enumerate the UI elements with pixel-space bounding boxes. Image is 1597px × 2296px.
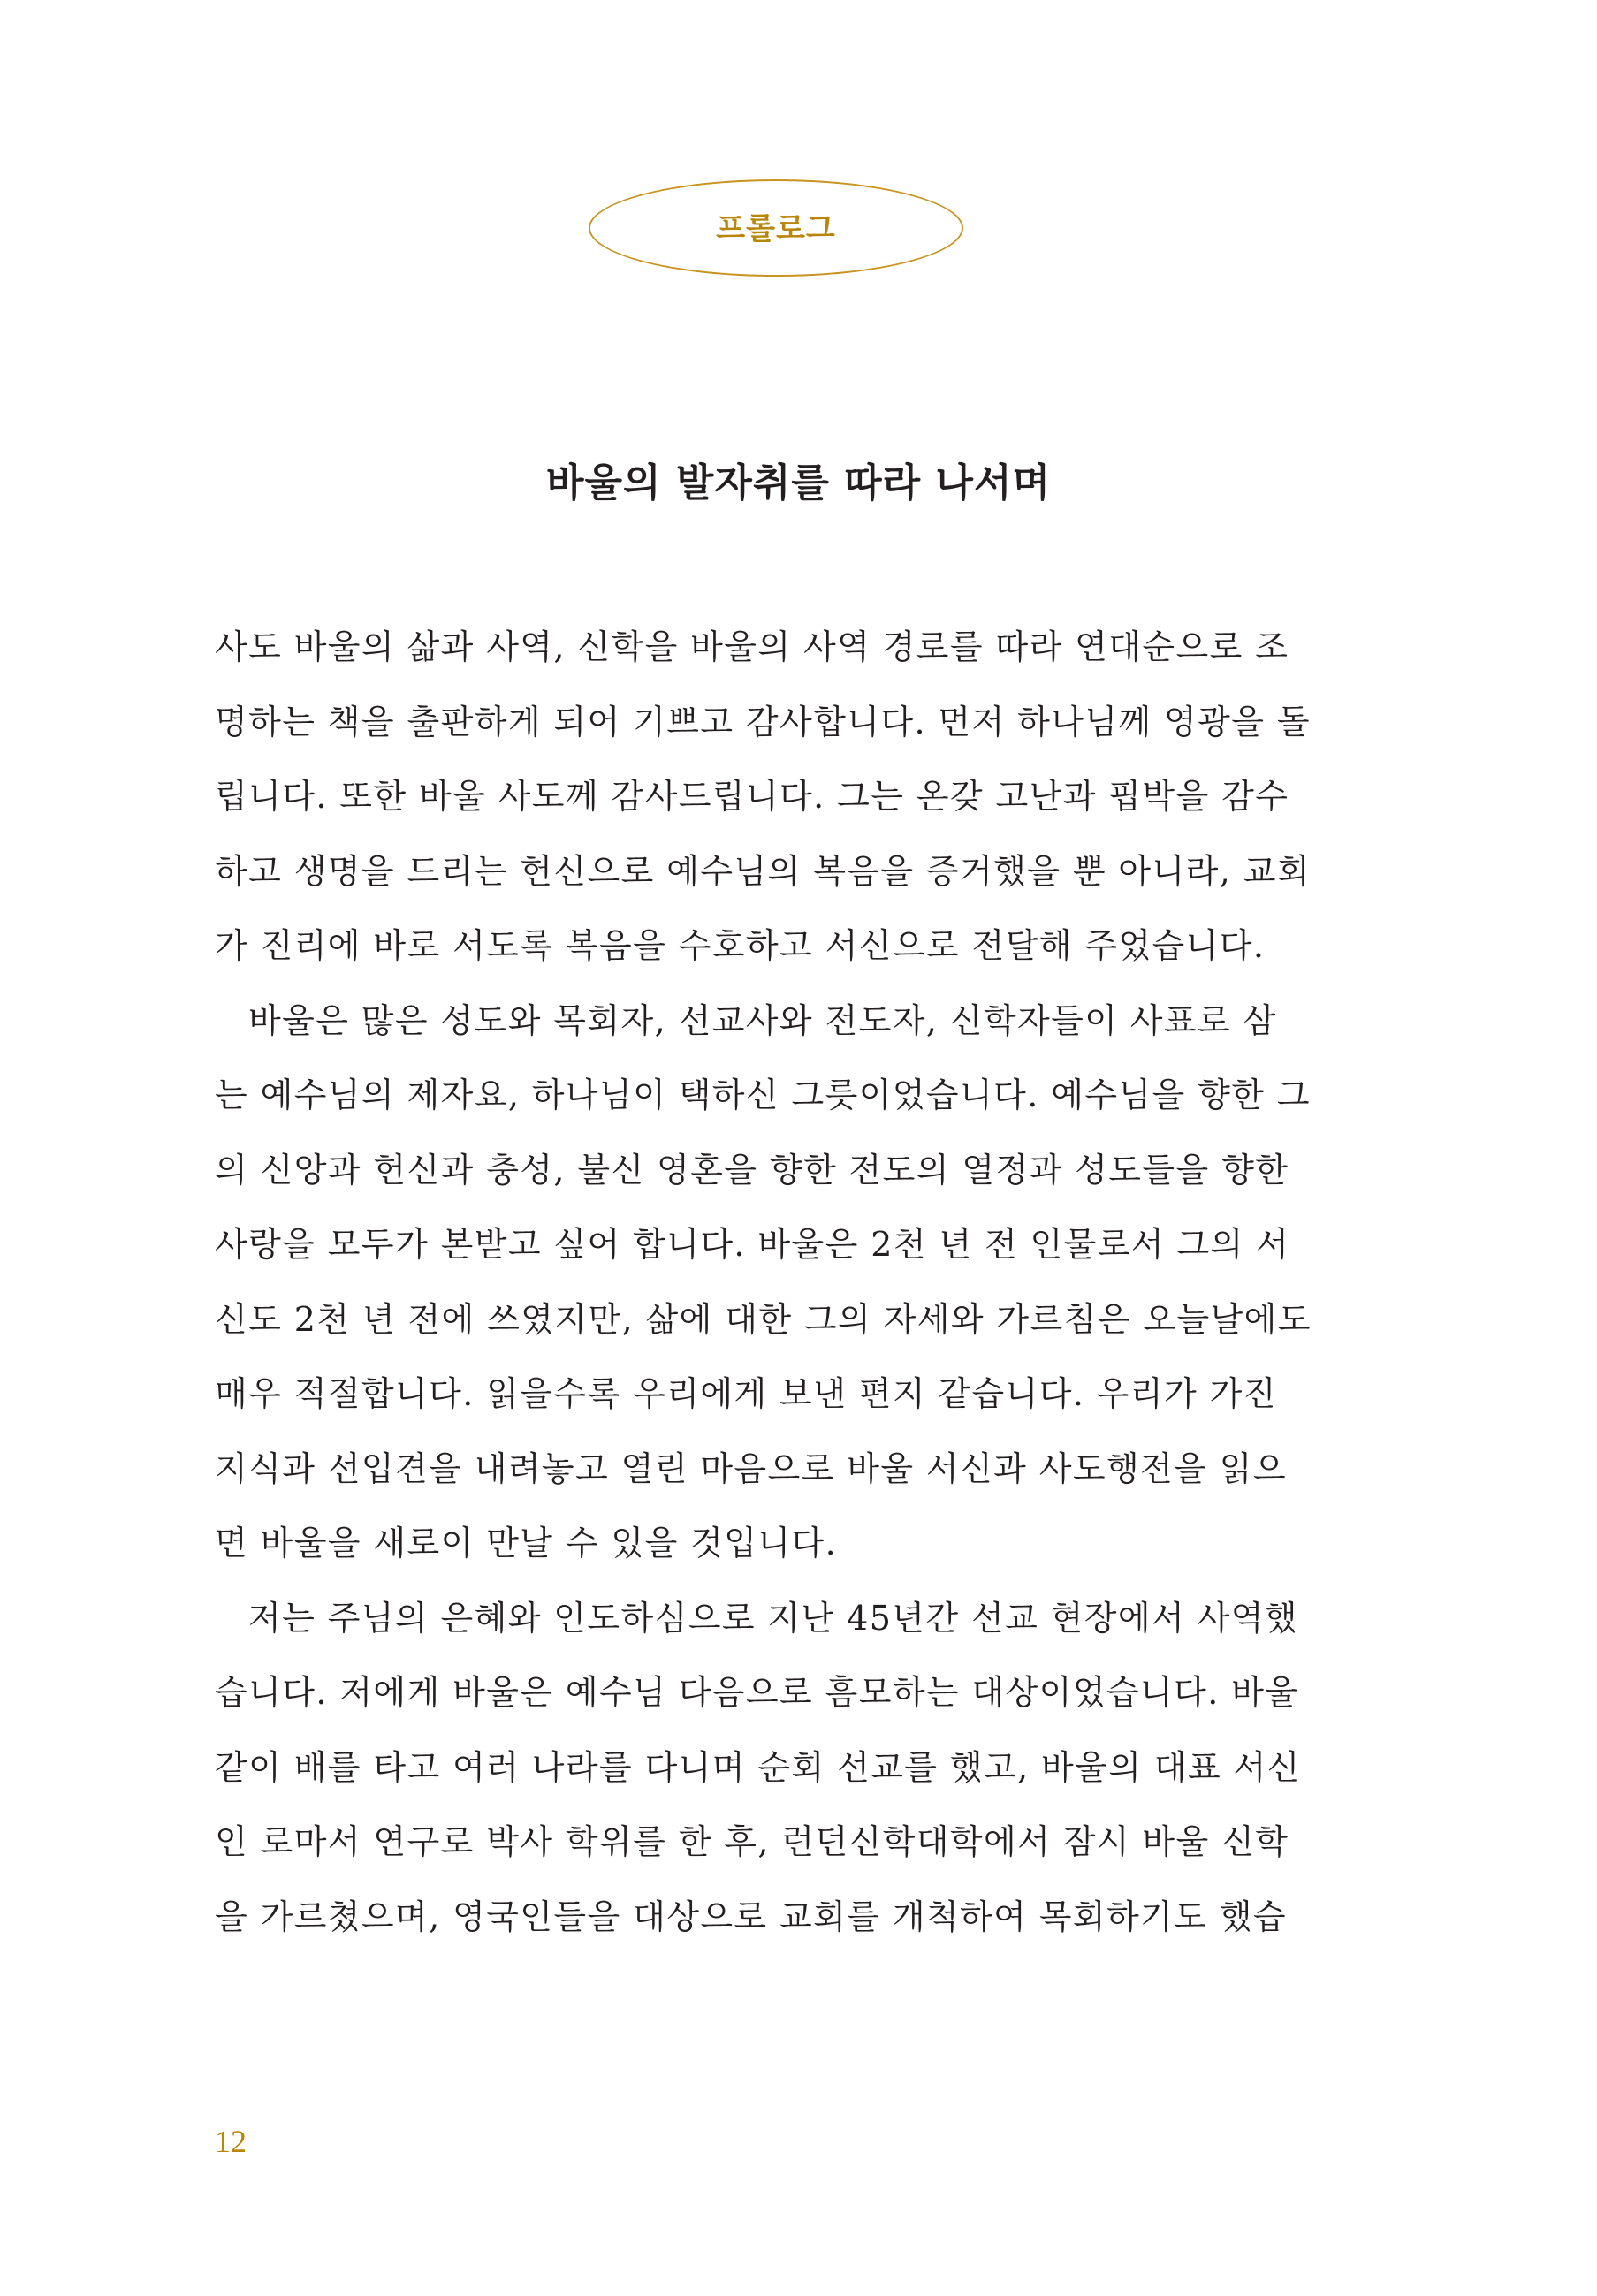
body-line: 인 로마서 연구로 박사 학위를 한 후, 런던신학대학에서 잠시 바울 신학 xyxy=(215,1822,1289,1861)
body-line: 면 바울을 새로이 만날 수 있을 것입니다. xyxy=(215,1524,838,1562)
body-line: 바울은 많은 성도와 목회자, 선교사와 전도자, 신학자들이 사표로 삼 xyxy=(248,1000,1277,1040)
section-badge xyxy=(589,179,963,277)
body-line: 지식과 선입견을 내려놓고 열린 마음으로 바울 서신과 사도행전을 읽으 xyxy=(215,1448,1287,1488)
body-line: 매우 적절합니다. 읽을수록 우리에게 보낸 편지 같습니다. 우리가 가진 xyxy=(215,1374,1277,1413)
body-line: 습니다. 저에게 바울은 예수님 다음으로 흠모하는 대상이었습니다. 바울 xyxy=(215,1673,1299,1712)
body-line: 신도 2천 년 전에 쓰였지만, 삶에 대한 그의 자세와 가르침은 오늘날에도 xyxy=(215,1299,1312,1339)
body-line: 을 가르쳤으며, 영국인들을 대상으로 교회를 개척하여 목회하기도 했습 xyxy=(215,1897,1287,1936)
body-line: 사도 바울의 삶과 사역, 신학을 바울의 사역 경로를 따라 연대순으로 조 xyxy=(215,627,1289,666)
body-line: 같이 배를 타고 여러 나라를 다니며 순회 선교를 했고, 바울의 대표 서신 xyxy=(215,1747,1301,1787)
section-label: 프롤로그 xyxy=(716,210,836,247)
body-text xyxy=(215,610,1355,1954)
body-line: 하고 생명을 드리는 헌신으로 예수님의 복음을 증거했을 뿐 아니라, 교회 xyxy=(215,851,1311,891)
body-line: 사랑을 모두가 본받고 싶어 합니다. 바울은 2천 년 전 인물로서 그의 서 xyxy=(215,1225,1290,1264)
body-line: 의 신앙과 헌신과 충성, 불신 영혼을 향한 전도의 열정과 성도들을 향한 xyxy=(215,1150,1289,1190)
body-line: 는 예수님의 제자요, 하나님이 택하신 그릇이었습니다. 예수님을 향한 그 xyxy=(215,1076,1311,1114)
body-line: 립니다. 또한 바울 사도께 감사드립니다. 그는 온갖 고난과 핍박을 감수 xyxy=(215,777,1289,816)
body-line: 가 진리에 바로 서도록 복음을 수호하고 서신으로 전달해 주었습니다. xyxy=(215,926,1266,965)
body-line: 명하는 책을 출판하게 되어 기쁘고 감사합니다. 먼저 하나님께 영광을 돌 xyxy=(215,702,1311,741)
page-number: 12 xyxy=(215,2124,247,2159)
body-line: 저는 주님의 은혜와 인도하심으로 지난 45년간 선교 현장에서 사역했 xyxy=(248,1598,1298,1638)
chapter-title: 바울의 발자취를 따라 나서며 xyxy=(545,460,1051,506)
